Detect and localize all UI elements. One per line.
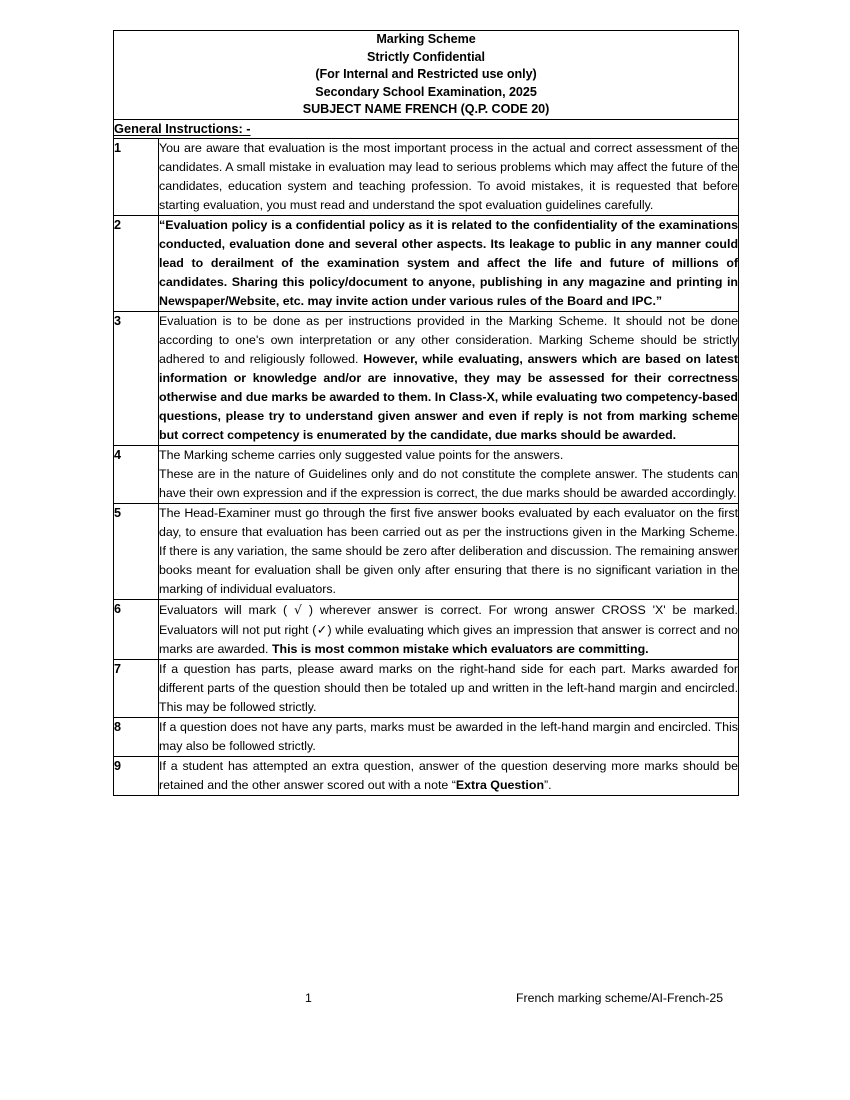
table-row [114,445,739,503]
table-row [114,311,739,445]
instruction-paragraph: You are aware that evaluation is the most important process in the actual and correct assessment of the candidates. A small mistake in evaluation may lead to serious problems which may affect the future of the candidates, education system and teaching profession. To avoid mistakes, it is requested that before starting evaluation, you must read and understand the spot evaluation guidelines carefully. [159,140,739,212]
page-footer [113,988,738,1008]
instruction-text [159,138,739,215]
instruction-text [159,756,739,795]
instruction-text [159,445,739,503]
footer-reference: French marking scheme/AI-French-25 [516,991,724,1005]
instruction-text [159,717,739,756]
instruction-text [159,659,739,717]
table-row [114,756,739,795]
instruction-number: 4 [114,445,159,503]
general-instructions-label: General Instructions: - [114,120,251,136]
check-mark-icon: ✓ [316,621,328,637]
title-block [114,31,739,120]
instruction-text-regular: Evaluation is to be done as per instructions provided in the Marking Scheme. It should not be done according to one's own interpretation or any other consideration. Marking Scheme should be strictly adhered to and religiously followed. [159,313,739,366]
instruction-number: 9 [114,756,159,795]
instruction-text-regular: If a student has attempted an extra question, answer of the question deserving more marks should be retained and the other answer scored out with a note “ [159,758,739,792]
instruction-paragraph: The Head-Examiner must go through the first five answer books evaluated by each evaluator on the first day, to ensure that evaluation has been carried out as per the instructions given in the Marking Scheme. If there is any variation, the same should be zero after deliberation and discussion. The remaining answer books meant for evaluation shall be given only after ensuring that there is no significant variation in the marking of individual evaluators. [159,505,739,596]
instruction-text [159,599,739,659]
instruction-text [159,311,739,445]
title-line-internal-use: (For Internal and Restricted use only) [315,67,537,81]
title-line-strictly-confidential: Strictly Confidential [367,49,485,64]
general-instructions-row [114,119,739,138]
title-line-examination: Secondary School Examination, 2025 [315,84,537,99]
instruction-paragraph [159,757,738,795]
instruction-text-bold: Extra Question [455,777,545,792]
instruction-text [159,215,739,311]
instruction-paragraph-second: These are in the nature of Guidelines only and do not constitute the complete answer. The students can have their own expression and if the expression is correct, the due marks should be awarded accordingly. [159,466,739,500]
instruction-number: 8 [114,717,159,756]
radical-tick-icon: √ [294,601,302,617]
instruction-text-bold: However, while evaluating, answers which are based on latest information or knowledge and/or are innovative, they may be assessed for their correctness otherwise and due marks be awarded to them. In Class-X, while evaluating two competency-based questions, please try to understand given answer and even if reply is not from marking scheme but correct competency is enumerated by the candidate, due marks should be awarded. [159,351,739,442]
instruction-number: 6 [114,599,159,659]
instruction-number: 7 [114,659,159,717]
instruction-paragraph: If a question has parts, please award marks on the right-hand side for each part. Marks awarded for different parts of the question should then be totaled up and written in the left-hand margin and encircled. This may be followed strictly. [159,661,739,714]
footer-page-number: 1 [305,991,312,1005]
instruction-text-part1: Evaluators will mark ( [159,602,295,617]
instruction-paragraph [159,600,738,659]
general-instructions-header [114,119,739,138]
table-row [114,503,739,599]
instruction-paragraph [159,312,738,445]
table-row [114,717,739,756]
instruction-paragraph: If a question does not have any parts, marks must be awarded in the left-hand margin and encircled. This may also be followed strictly. [159,719,739,753]
instruction-paragraph-first: The Marking scheme carries only suggested value points for the answers. [159,447,564,462]
marking-scheme-table [113,30,739,796]
instruction-number: 1 [114,138,159,215]
instruction-number: 3 [114,311,159,445]
table-row [114,215,739,311]
instruction-number: 5 [114,503,159,599]
instruction-text-bold: This is most common mistake which evaluators are committing. [271,641,649,656]
title-row [114,31,739,120]
table-row [114,659,739,717]
instruction-text [159,503,739,599]
table-row [114,599,739,659]
instruction-number: 2 [114,215,159,311]
instruction-paragraph: “Evaluation policy is a confidential policy as it is related to the confidentiality of the examinations conducted, evaluation done and several other aspects. Its leakage to public in any manner could lead to derailment of the examination system and affect the life and future of millions of candidates. Sharing this policy/document to anyone, publishing in any magazine and printing in Newspaper/Website, etc. may invite action under various rules of the Board and IPC.” [159,217,739,308]
instruction-text-part3: ) while evaluating which gives an impression that answer is correct and no marks are awarded. [159,622,739,656]
title-line-subject: SUBJECT NAME FRENCH (Q.P. CODE 20) [302,102,550,116]
title-line-marking-scheme: Marking Scheme [376,32,476,46]
table-row [114,138,739,215]
instruction-text-part2: ) wherever answer is correct. For wrong answer CROSS 'X' be marked. Evaluators will not put right ( [159,602,739,637]
instruction-text-tail: ”. [544,777,552,792]
